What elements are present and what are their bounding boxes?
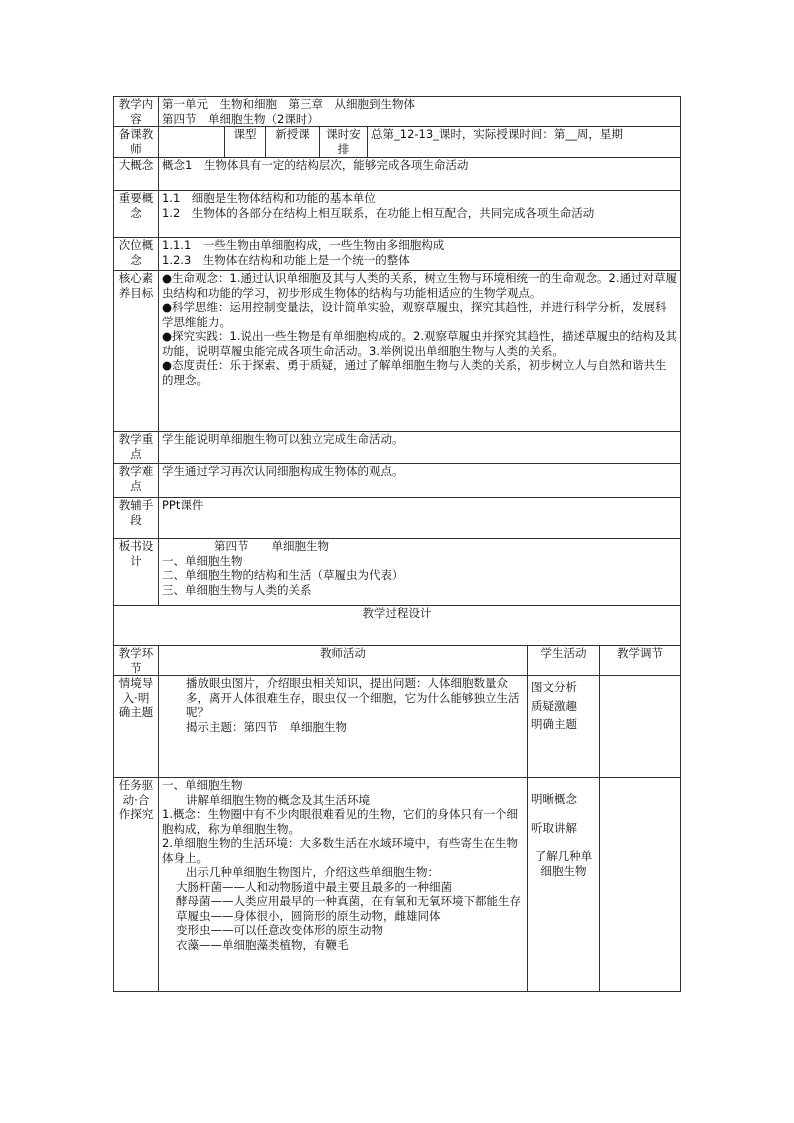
literacy-item: ●态度责任：乐于探索、勇于质疑，通过了解单细胞生物与人类的关系，初步树立人与自然和谐共生的理念。 (162, 358, 667, 387)
teacher-activity-line: 草履虫——身体很小，圆筒形的原生动物，雌雄同体 (176, 908, 441, 923)
teacher-label: 备课教师 (114, 127, 159, 158)
type-label: 课型 (225, 127, 266, 158)
teacher-activity-line: 变形虫——可以任意改变体形的原生动物 (176, 923, 383, 937)
sub-concept-line: 1.1.1 一些生物由单细胞构成，一些生物由多细胞构成 (162, 238, 445, 252)
stage-task-teacher (159, 778, 528, 992)
teacher-activity-line: 2.单细胞生物的生活环境：大多数生活在水域环境中，有些寄生在生物体身上。 (162, 836, 518, 865)
literacy-value (159, 271, 681, 432)
board-line: 一、单细胞生物 (162, 553, 243, 568)
content-line-1: 第一单元 生物和细胞 第三章 从细胞到生物体 (162, 97, 415, 111)
aids-value: PPt课件 (159, 498, 681, 539)
teacher-activity-line: 讲解单细胞生物的概念及其生活环境 (186, 792, 370, 807)
teacher-activity-line: 播放眼虫图片，介绍眼虫相关知识，提出问题：人体细胞数量众多，离开人体很难生存，眼虫仅一个细胞，它为什么能够独立生活呢？ (186, 676, 520, 719)
sub-concept-value (159, 238, 681, 271)
student-activity: 明确主题 (531, 717, 577, 731)
student-activity: 图文分析 (531, 680, 577, 694)
student-activity: 质疑激趣 (531, 698, 577, 713)
sub-concept-line: 1.2.3 生物体在结构和功能上是一个统一的整体 (162, 252, 410, 267)
teacher-activity-line: 揭示主题：第四节 单细胞生物 (186, 719, 347, 734)
key-concept-label: 重要概念 (114, 191, 159, 238)
teacher-activity-line: 一、单细胞生物 (162, 778, 243, 792)
content-label: 教学内容 (114, 97, 159, 127)
teacher-activity-line: 出示几种单细胞生物图片，介绍这些单细胞生物： (186, 865, 439, 879)
key-concept-line: 1.1 细胞是生物体结构和功能的基本单位 (162, 191, 376, 205)
teacher-activity-line: 衣藻——单细胞藻类植物，有鞭毛 (176, 937, 349, 952)
literacy-item: ●生命观念：1.通过认识单细胞及其与人类的关系，树立生物与环境相统一的生命观念。2.通过对草履虫结构和功能的学习，初步形成生物体的结构与功能相适应的生物学观点。 (162, 271, 677, 300)
content-line-2: 第四节 单细胞生物（2课时） (162, 111, 319, 126)
student-activity: 了解几种单细胞生物 (534, 849, 593, 878)
key-concept-line: 1.2 生物体的各部分在结构上相互联系，在功能上相互配合，共同完成各项生命活动 (162, 205, 595, 220)
key-concept-value (159, 191, 681, 238)
student-activity: 明晰概念 (531, 792, 577, 806)
schedule-value: 总第_12-13_课时，实际授课时间：第__周，星期 (368, 127, 681, 158)
type-value: 新授课 (266, 127, 320, 158)
board-line: 三、单细胞生物与人类的关系 (162, 582, 312, 597)
stage-intro-teacher (159, 676, 528, 778)
schedule-label: 课时安排 (320, 127, 368, 158)
stage-task-student (528, 778, 600, 992)
literacy-label: 核心素养目标 (114, 271, 159, 432)
stage-intro-student (528, 676, 600, 778)
difficulty-label: 教学难点 (114, 464, 159, 498)
literacy-item: ●探究实践：1.说出一些生物是有单细胞构成的。2.观察草履虫并探究其趋性，描述草履虫的结构及其功能，说明草履虫能完成各项生命活动。3.举例说出单细胞生物与人类的关系。 (162, 329, 677, 358)
difficulty-value: 学生通过学习再次认同细胞构成生物体的观点。 (159, 464, 681, 498)
aids-label: 教辅手段 (114, 498, 159, 539)
big-concept-label: 大概念 (114, 158, 159, 191)
student-activity: 听取讲解 (531, 820, 577, 835)
process-col-adjust: 教学调节 (600, 646, 681, 676)
big-concept-value: 概念1 生物体具有一定的结构层次，能够完成各项生命活动 (159, 158, 681, 191)
board-value (159, 539, 681, 606)
process-col-student: 学生活动 (528, 646, 600, 676)
stage-intro-adjust (600, 676, 681, 778)
lesson-plan-table (113, 96, 681, 992)
process-col-teacher: 教师活动 (159, 646, 528, 676)
stage-intro-label: 情境导入·明确主题 (114, 676, 159, 778)
key-point-value: 学生能说明单细胞生物可以独立完成生命活动。 (159, 432, 681, 464)
teacher-activity-line: 大肠杆菌——人和动物肠道中最主要且最多的一种细菌 (176, 879, 452, 894)
process-title: 教学过程设计 (114, 606, 681, 646)
process-col-stage: 教学环节 (114, 646, 159, 676)
board-title: 第四节 单细胞生物 (214, 539, 329, 553)
board-label: 板书设计 (114, 539, 159, 606)
stage-task-adjust (600, 778, 681, 992)
teacher-value (159, 127, 225, 158)
teacher-activity-line: 酵母菌——人类应用最早的一种真菌，在有氧和无氧环境下都能生存 (176, 894, 521, 908)
content-value (159, 97, 681, 127)
literacy-item: ●科学思维：运用控制变量法，设计简单实验，观察草履虫，探究其趋性，并进行科学分析，发展科学思维能力。 (162, 300, 667, 329)
stage-task-label: 任务驱动·合作探究 (114, 778, 159, 992)
board-line: 二、单细胞生物的结构和生活（草履虫为代表） (162, 568, 404, 582)
key-point-label: 教学重点 (114, 432, 159, 464)
sub-concept-label: 次位概念 (114, 238, 159, 271)
teacher-activity-line: 1.概念：生物圈中有不少肉眼很难看见的生物，它们的身体只有一个细胞构成，称为单细胞生物。 (162, 807, 518, 836)
